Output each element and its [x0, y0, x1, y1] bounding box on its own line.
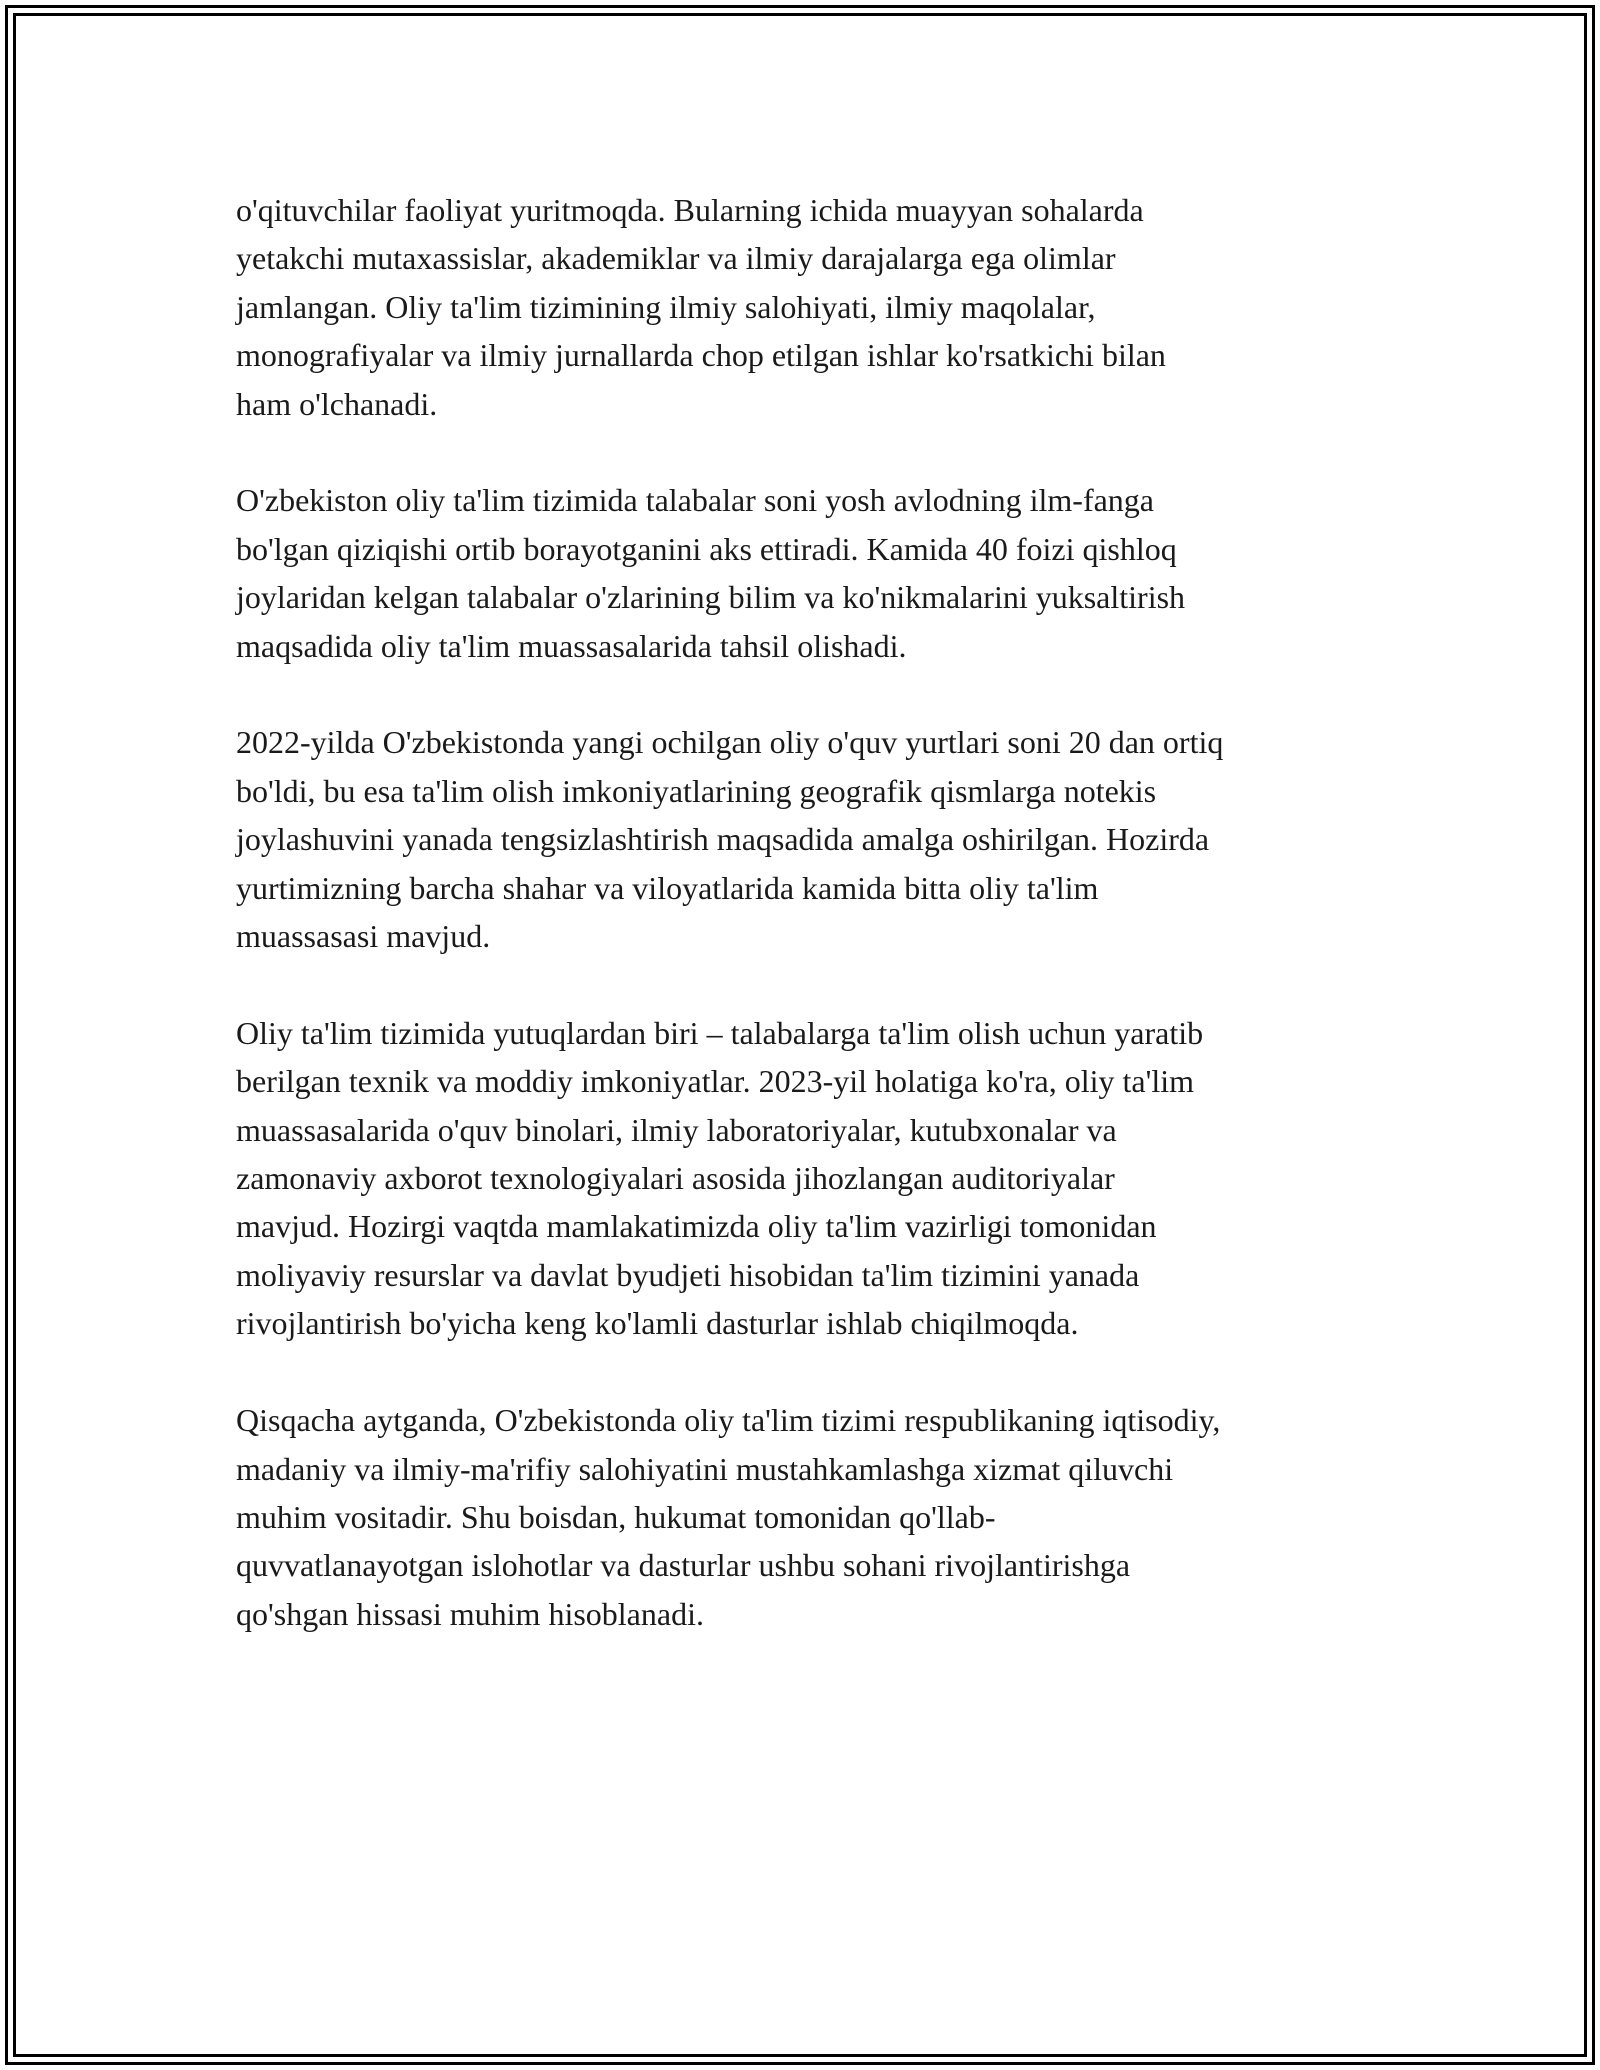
text-line: 2022-yilda O'zbekistonda yangi ochilgan oliy o'quv yurtlari soni 20 dan ortiq [236, 724, 1224, 761]
text-line: quvvatlanayotgan islohotlar va dasturlar ushbu sohani rivojlantirishga [236, 1547, 1131, 1584]
text-line: Oliy ta'lim tizimida yutuqlardan biri – talabalarga ta'lim olish uchun yaratib [236, 1014, 1204, 1051]
document-body [236, 186, 1386, 1687]
text-line: O'zbekiston oliy ta'lim tizimida talabalar soni yosh avlodning ilm-fanga [236, 482, 1154, 519]
text-line: o'qituvchilar faoliyat yuritmoqda. Bularning ichida muayyan sohalarda [236, 192, 1144, 228]
text-line: bo'ldi, bu esa ta'lim olish imkoniyatlarining geografik qismlarga notekis [236, 772, 1157, 809]
text-line: mavjud. Hozirgi vaqtda mamlakatimizda oliy ta'lim vazirligi tomonidan [236, 1208, 1157, 1245]
paragraph-4 [236, 1009, 1386, 1348]
paragraph-5 [236, 1396, 1386, 1638]
text-line: moliyaviy resurslar va davlat byudjeti hisobidan ta'lim tizimini yanada [236, 1256, 1140, 1293]
text-line: yetakchi mutaxassislar, akademiklar va ilmiy darajalarga ega olimlar [236, 240, 1116, 277]
text-line: muassasasi mavjud. [236, 918, 491, 955]
text-line: jamlangan. Oliy ta'lim tizimining ilmiy salohiyati, ilmiy maqolalar, [236, 288, 1096, 325]
text-line: joylaridan kelgan talabalar o'zlarining bilim va ko'nikmalarini yuksaltirish [236, 579, 1186, 616]
text-line: qo'shgan hissasi muhim hisoblanadi. [236, 1595, 704, 1632]
paragraph-3 [236, 718, 1386, 960]
text-line: joylashuvini yanada tengsizlashtirish maqsadida amalga oshirilgan. Hozirda [236, 821, 1210, 858]
text-line: monografiyalar va ilmiy jurnallarda chop etilgan ishlar ko'rsatkichi bilan [236, 337, 1166, 374]
paragraph-2 [236, 476, 1386, 670]
text-line: yurtimizning barcha shahar va viloyatlarida kamida bitta oliy ta'lim [236, 869, 1099, 906]
text-line: berilgan texnik va moddiy imkoniyatlar. 2023-yil holatiga ko'ra, oliy ta'lim [236, 1063, 1195, 1100]
text-line: zamonaviy axborot texnologiyalari asosida jihozlangan auditoriyalar [236, 1160, 1115, 1197]
text-line: rivojlantirish bo'yicha keng ko'lamli dasturlar ishlab chiqilmoqda. [236, 1305, 1079, 1342]
text-line: madaniy va ilmiy-ma'rifiy salohiyatini mustahkamlashga xizmat qiluvchi [236, 1450, 1174, 1487]
text-line: muassasalarida o'quv binolari, ilmiy laboratoriyalar, kutubxonalar va [236, 1111, 1117, 1148]
paragraph-1 [236, 186, 1386, 428]
text-line: maqsadida oliy ta'lim muassasalarida tahsil olishadi. [236, 627, 907, 664]
text-line: ham o'lchanadi. [236, 385, 438, 422]
text-line: muhim vositadir. Shu boisdan, hukumat tomonidan qo'llab- [236, 1498, 996, 1535]
text-line: bo'lgan qiziqishi ortib borayotganini aks ettiradi. Kamida 40 foizi qishloq [236, 530, 1177, 567]
text-line: Qisqacha aytganda, O'zbekistonda oliy ta'lim tizimi respublikaning iqtisodiy, [236, 1402, 1221, 1439]
